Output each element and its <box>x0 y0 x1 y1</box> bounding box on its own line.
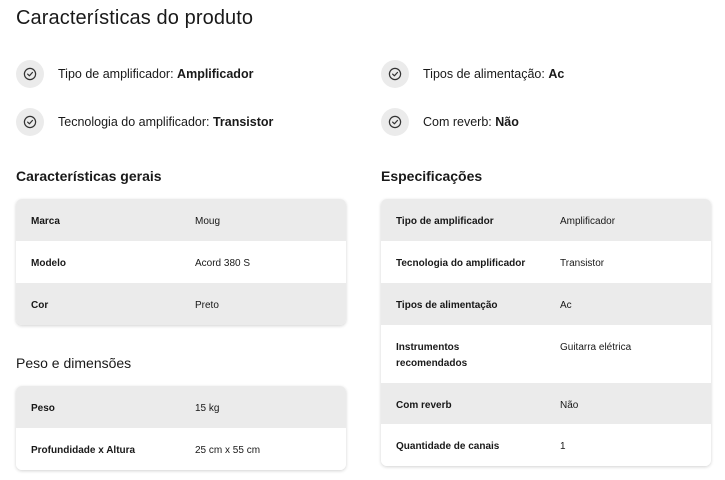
general-section-title: Características gerais <box>16 168 162 184</box>
highlight-reverb <box>381 107 519 137</box>
highlight-key: Tecnologia do amplificador: <box>58 115 213 129</box>
row-key: Modelo <box>31 258 66 269</box>
table-row <box>381 199 711 241</box>
row-value: Preto <box>195 300 219 311</box>
weight-table <box>16 386 346 470</box>
highlight-value: Amplificador <box>177 67 254 81</box>
highlight-value: Ac <box>548 67 565 81</box>
table-row <box>16 283 346 325</box>
highlight-key: Com reverb: <box>423 115 496 129</box>
row-key: Tipos de alimentação <box>396 300 498 311</box>
row-value: Acord 380 S <box>195 258 251 269</box>
specs-table <box>381 199 711 466</box>
row-key: Com reverb <box>396 400 452 411</box>
table-row <box>16 199 346 241</box>
table-row <box>16 386 346 428</box>
table-row <box>381 241 711 283</box>
row-value: 1 <box>560 441 566 452</box>
table-row <box>381 325 711 383</box>
table-row <box>16 241 346 283</box>
highlight-amplifier-technology <box>16 107 273 137</box>
row-key: Quantidade de canais <box>396 441 500 452</box>
row-value: Não <box>560 400 579 411</box>
page-title: Características do produto <box>16 7 254 29</box>
row-value: 15 kg <box>195 403 220 414</box>
highlight-power-type <box>381 59 564 89</box>
row-value: Moug <box>195 216 221 227</box>
row-key: Tecnologia do amplificador <box>396 258 526 269</box>
row-key: Marca <box>31 216 60 227</box>
row-value: Guitarra elétrica <box>560 342 632 353</box>
highlight-value: Não <box>495 115 519 129</box>
highlight-key: Tipo de amplificador: <box>58 67 178 81</box>
table-row <box>381 383 711 424</box>
specs-section-title: Especificações <box>381 168 483 184</box>
row-key: Tipo de amplificador <box>396 216 494 227</box>
row-value: Transistor <box>560 258 605 269</box>
row-value: Ac <box>560 300 572 311</box>
weight-section-title: Peso e dimensões <box>16 355 132 371</box>
row-key: Peso <box>31 403 55 414</box>
check-circle-icon <box>16 108 44 136</box>
table-row <box>16 428 346 470</box>
highlight-amplifier-type <box>16 59 253 89</box>
check-circle-icon <box>381 108 409 136</box>
row-value: Amplificador <box>560 216 616 227</box>
row-key: Instrumentos recomendados <box>396 342 468 369</box>
check-circle-icon <box>381 60 409 88</box>
row-key: Profundidade x Altura <box>31 445 136 456</box>
highlight-value: Transistor <box>212 115 274 129</box>
row-key: Cor <box>31 300 49 311</box>
table-row <box>381 283 711 325</box>
table-row <box>381 424 711 466</box>
row-value: 25 cm x 55 cm <box>195 445 261 456</box>
check-circle-icon <box>16 60 44 88</box>
highlight-key: Tipos de alimentação: <box>423 67 549 81</box>
general-table <box>16 199 346 325</box>
